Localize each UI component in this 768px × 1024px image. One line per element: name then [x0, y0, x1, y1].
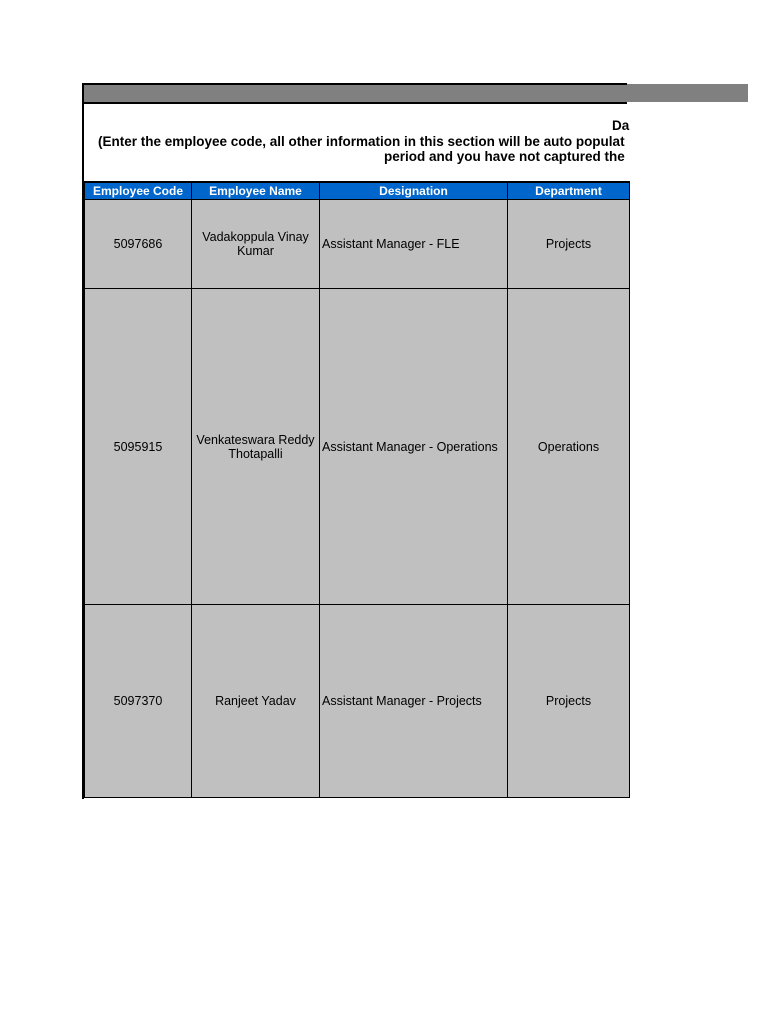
column-header-employee-code: Employee Code	[85, 182, 192, 200]
employee-name-cell: Venkateswara Reddy Thotapalli	[192, 289, 320, 605]
table-row	[85, 605, 630, 798]
department-cell: Projects	[508, 605, 630, 798]
instructions-line-3: period and you have not captured the	[384, 149, 625, 164]
column-header-department: Department	[508, 182, 630, 200]
header-bar	[84, 85, 627, 104]
spreadsheet-section	[82, 83, 630, 799]
table-row	[85, 200, 630, 289]
designation-cell: Assistant Manager - Projects	[320, 605, 508, 798]
department-cell: Projects	[508, 200, 630, 289]
employee-code-cell[interactable]: 5095915	[85, 289, 192, 605]
employee-name-cell: Ranjeet Yadav	[192, 605, 320, 798]
table-row	[85, 289, 630, 605]
instructions-line-2: (Enter the employee code, all other information in this section will be auto populat	[98, 134, 625, 149]
employee-code-cell[interactable]: 5097370	[85, 605, 192, 798]
column-header-employee-name: Employee Name	[192, 182, 320, 200]
instructions-line-1: Da	[612, 118, 630, 133]
column-header-designation: Designation	[320, 182, 508, 200]
instructions-block	[84, 104, 630, 182]
table-header-row	[85, 182, 630, 200]
employee-table	[84, 181, 630, 798]
header-bar-right	[627, 84, 748, 102]
employee-name-cell: Vadakoppula Vinay Kumar	[192, 200, 320, 289]
designation-cell: Assistant Manager - FLE	[320, 200, 508, 289]
department-cell: Operations	[508, 289, 630, 605]
designation-cell: Assistant Manager - Operations	[320, 289, 508, 605]
employee-code-cell[interactable]: 5097686	[85, 200, 192, 289]
